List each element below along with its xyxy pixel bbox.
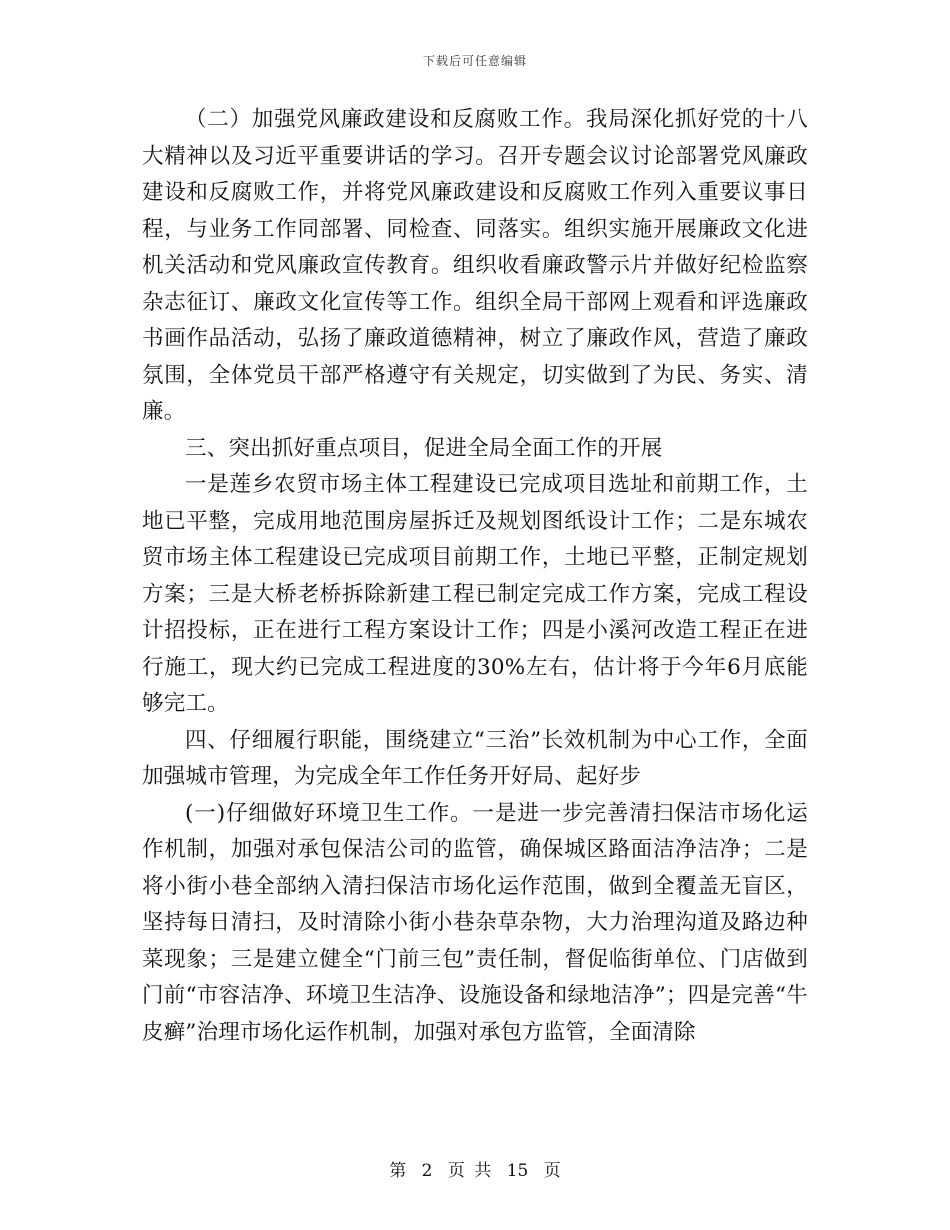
footer-suffix: 页 [543,1161,561,1181]
section-heading-city-management: 四、仔细履行职能，围绕建立“三治”长效机制为中心工作，全面加强城市管理，为完成全年工作任务开好局、起好步 [142,727,808,789]
footer-prefix: 第 [389,1161,407,1181]
footer-current-page: 2 [421,1161,433,1181]
paragraph-party-conduct: （二）加强党风廉政建设和反腐败工作。我局深化抓好党的十八大精神以及习近平重要讲话的学习。召开专题会议讨论部署党风廉政建设和反腐败工作，并将党风廉政建设和反腐败工作列入重要议事日程，与业务工作同部署、同检查、同落实。组织实施开展廉政文化进机关活动和党风廉政宣传教育。组织收看廉政警示片并做好纪检监察杂志征订、廉政文化宣传等工作。组织全局干部网上观看和评选廉政书画作品活动，弘扬了廉政道德精神，树立了廉政作风，营造了廉政氛围，全体党员干部严格遵守有关规定，切实做到了为民、务实、清廉。 [142,107,808,424]
header-text: 下载后可任意编辑 [422,54,527,68]
page-footer [0,1156,950,1181]
footer-middle: 页 共 [447,1161,492,1181]
paragraph-key-projects: 一是莲乡农贸市场主体工程建设已完成项目选址和前期工作，土地已平整，完成用地范围房屋拆迁及规划图纸设计工作；二是东城农贸市场主体工程建设已完成项目前期工作，土地已平整，正制定规划方案；三是大桥老桥拆除新建工程已制定完成工作方案，完成工程设计招投标，正在进行工程方案设计工作；四是小溪河改造工程正在进行施工，现大约已完成工程进度的30%左右，估计将于今年6月底能够完工。 [142,472,808,716]
paragraph-sanitation: (一)仔细做好环境卫生工作。一是进一步完善清扫保洁市场化运作机制，加强对承包保洁公司的监管，确保城区路面洁净洁净；二是将小街小巷全部纳入清扫保洁市场化运作范围，做到全覆盖无盲区，坚持每日清扫，及时清除小街小巷杂草杂物，大力治理沟道及路边种菜现象；三是建立健全“门前三包”责任制，督促临街单位、门店做到门前“市容洁净、环境卫生洁净、设施设备和绿地洁净”；四是完善“牛皮癣”治理市场化运作机制，加强对承包方监管，全面清除 [142,800,808,1045]
page-header [0,52,950,69]
section-heading-key-projects: 三、突出抓好重点项目，促进全局全面工作的开展 [185,435,663,461]
footer-total-pages: 15 [506,1161,529,1181]
document-body [142,102,808,1051]
